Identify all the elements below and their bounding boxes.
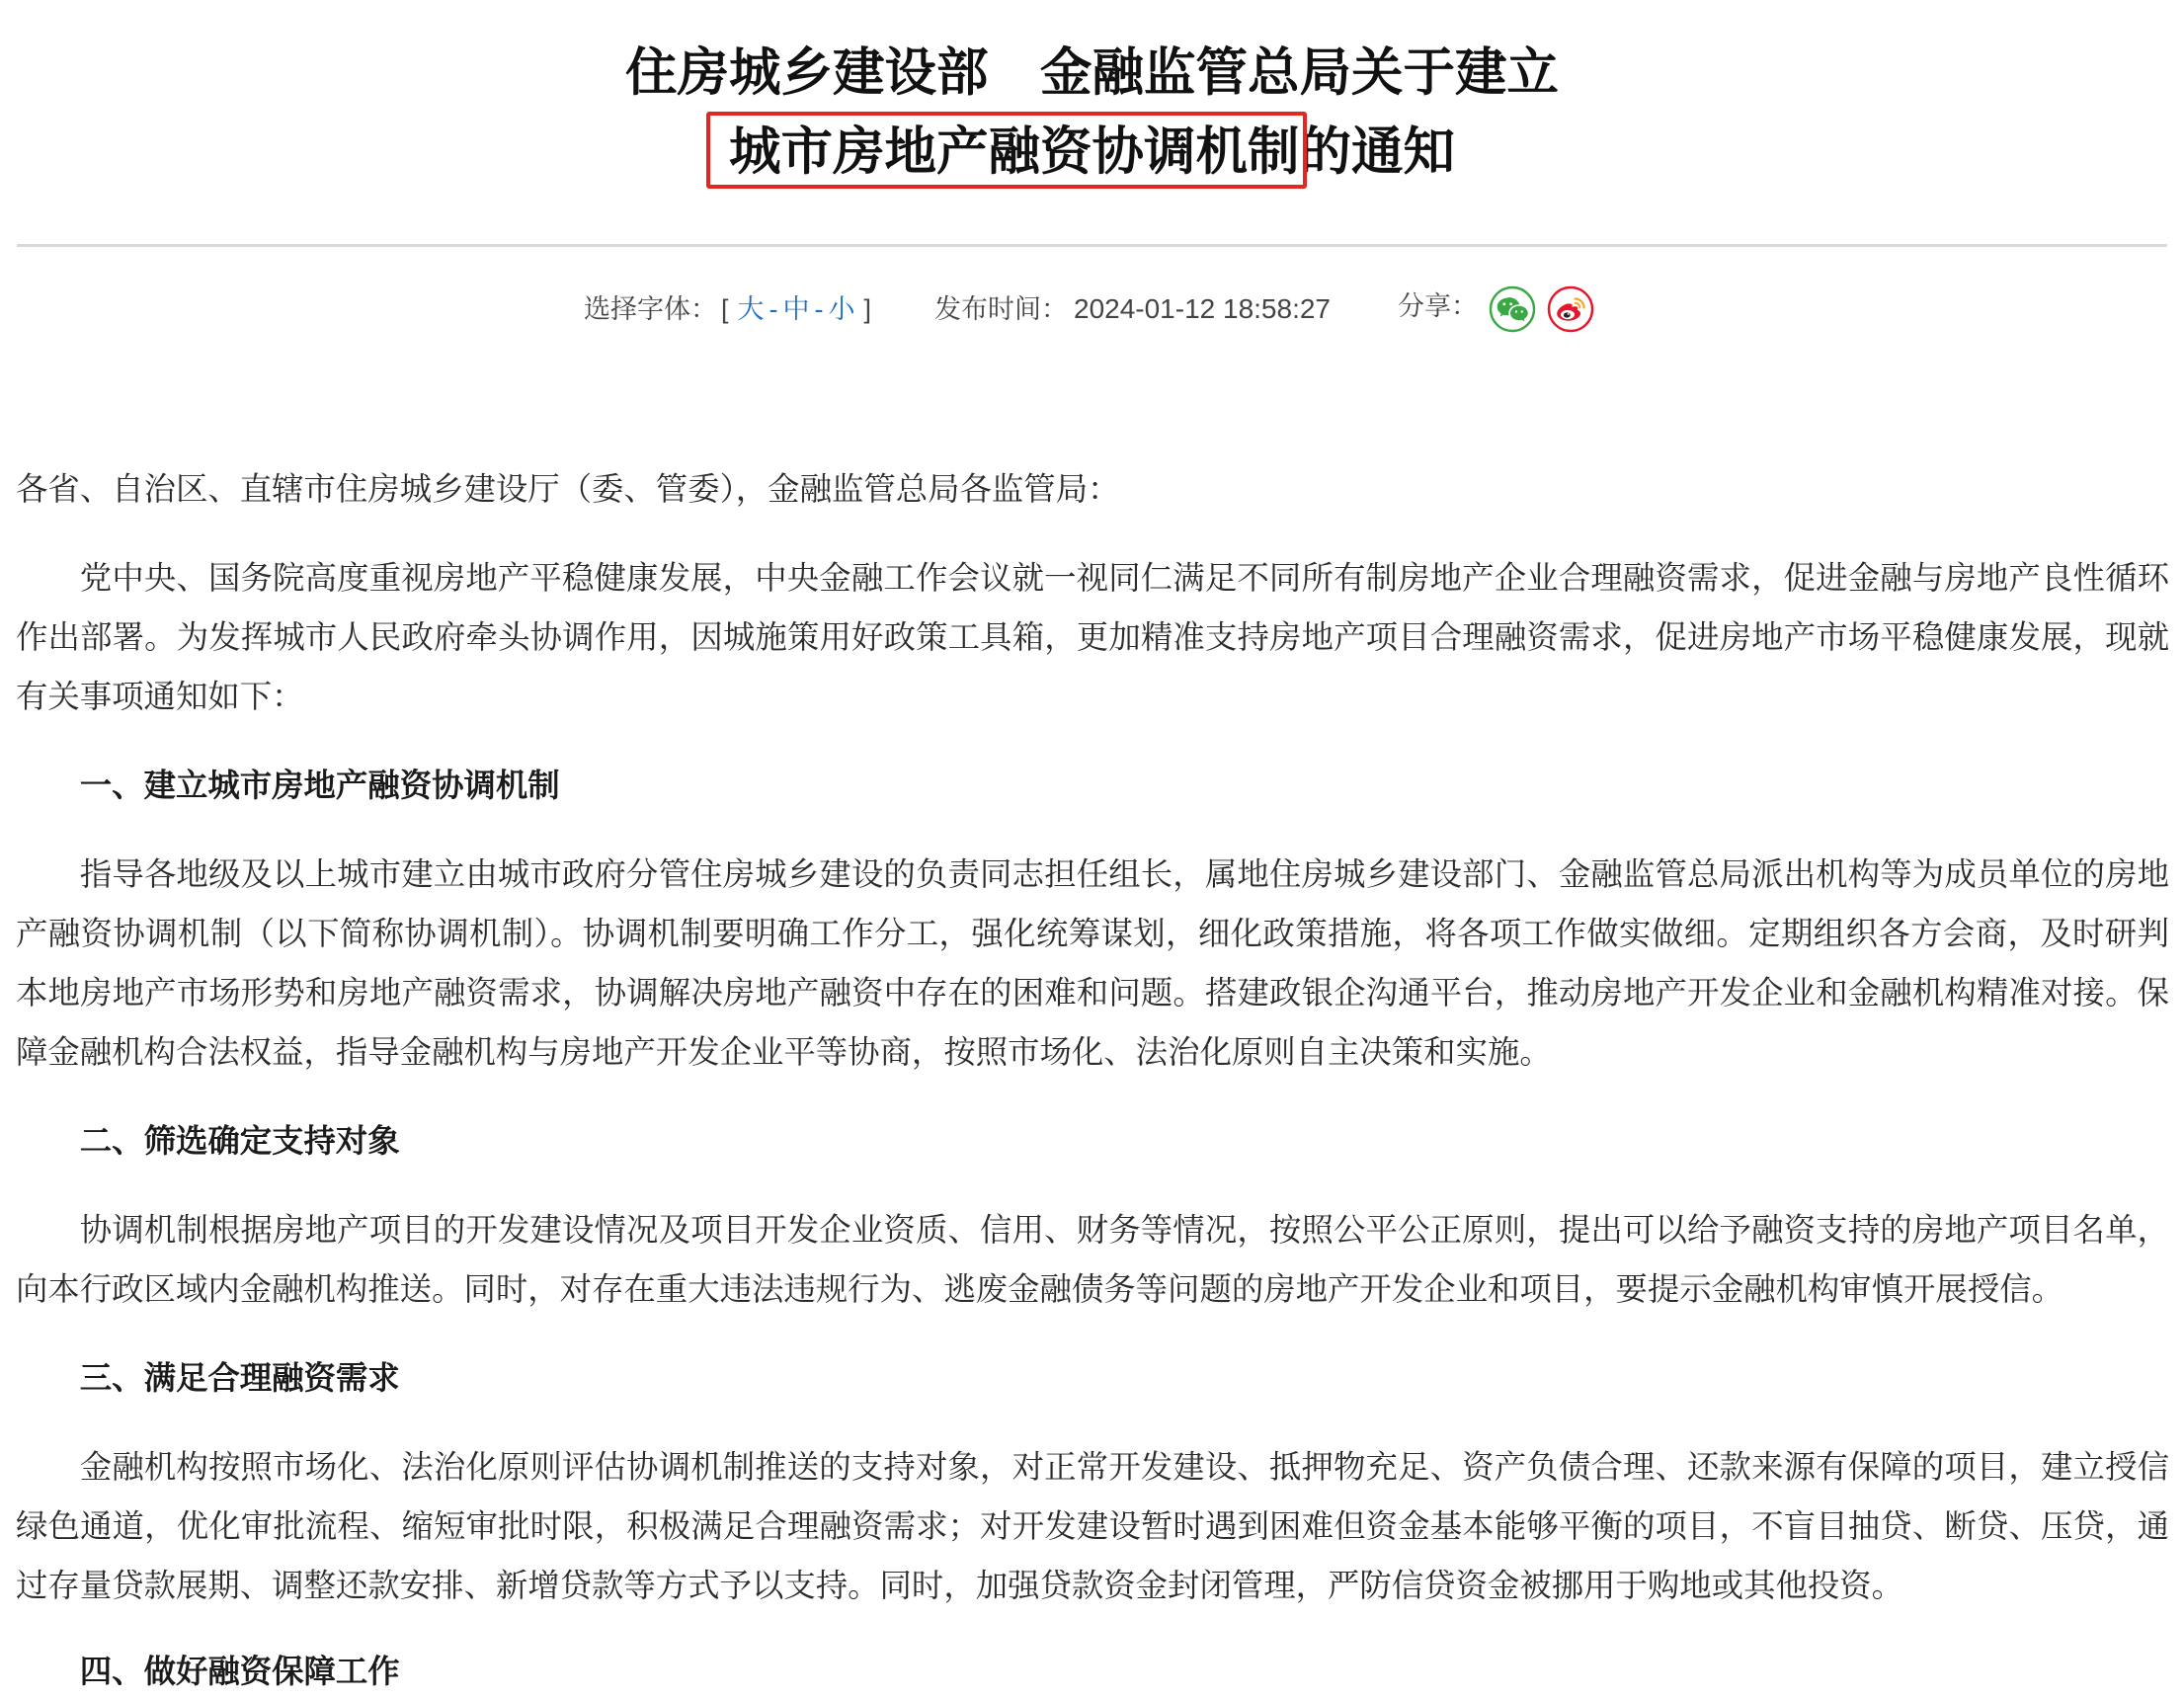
- share-label-group: [1398, 286, 1478, 326]
- section-heading-2: 二、筛选确定支持对象: [79, 1123, 400, 1159]
- highlighted-phrase: [729, 113, 1300, 192]
- section-text-3: 金融机构按照市场化、法治化原则评估协调机制推送的支持对象，对正常开发建设、抵押物充足、资产负债合理、还款来源有保障的项目，建立授信绿色通道，优化审批流程、缩短审批时限，积极满足合理融资需求；对开发建设暂时遇到困难但资金基本能够平衡的项目，不盲目抽贷、断贷、压贷，通过存量贷款展期、调整还款安排、新增贷款等方式予以支持。同时，加强贷款资金封闭管理，严防信贷资金被挪用于购地或其他投资。: [16, 1449, 2169, 1603]
- publish-time: 2024-01-12 18:58:27: [1074, 293, 1331, 324]
- title-divider: [17, 244, 2167, 247]
- title-line-1: 住房城乡建设部 金融监管总局关于建立: [624, 43, 1559, 102]
- font-size-separator: -: [768, 294, 778, 324]
- section-text-2: 协调机制根据房地产项目的开发建设情况及项目开发企业资质、信用、财务等情况，按照公平公正原则，提出可以给予融资支持的房地产项目名单，向本行政区域内金融机构推送。同时，对存在重大违法违规行为、逃废金融债务等问题的房地产开发企业和项目，要提示金融机构审慎开展授信。: [16, 1212, 2169, 1307]
- bracket-open: [: [721, 294, 729, 324]
- publish-label: 发布时间：: [934, 294, 1068, 324]
- font-size-separator: -: [814, 294, 824, 324]
- wechat-icon[interactable]: [1489, 285, 1536, 333]
- bracket-close: ]: [863, 294, 872, 324]
- section-heading-4: 四、做好融资保障工作: [79, 1654, 400, 1689]
- font-size-small-link[interactable]: 小: [828, 294, 855, 324]
- weibo-icon[interactable]: [1547, 285, 1594, 333]
- salutation: 各省、自治区、直辖市住房城乡建设厅（委、管委），金融监管总局各监管局：: [16, 471, 1120, 507]
- title-line-2-rest: 的通知: [1299, 122, 1456, 181]
- section-heading-3: 三、满足合理融资需求: [79, 1360, 400, 1396]
- highlighted-phrase-text: 城市房地产融资协调机制: [728, 122, 1300, 181]
- font-size-label: 选择字体：: [584, 294, 717, 324]
- font-size-medium-link[interactable]: 中: [782, 294, 810, 324]
- title-line-2: [0, 113, 2184, 192]
- publish-info: [934, 289, 1331, 329]
- font-size-large-link[interactable]: 大: [737, 294, 765, 324]
- intro-paragraph: 党中央、国务院高度重视房地产平稳健康发展，中央金融工作会议就一视同仁满足不同所有制房地产企业合理融资需求，促进金融与房地产良性循环作出部署。为发挥城市人民政府牵头协调作用，因城施策用好政策工具箱，更加精准支持房地产项目合理融资需求，促进房地产市场平稳健康发展，现就有关事项通知如下：: [16, 560, 2169, 714]
- section-heading-1: 一、建立城市房地产融资协调机制: [79, 768, 560, 803]
- font-size-selector: [584, 289, 875, 329]
- section-text-1: 指导各地级及以上城市建立由城市政府分管住房城乡建设的负责同志担任组长，属地住房城乡建设部门、金融监管总局派出机构等为成员单位的房地产融资协调机制（以下简称协调机制）。协调机制要明确工作分工，强化统筹谋划，细化政策措施，将各项工作做实做细。定期组织各方会商，及时研判本地房地产市场形势和房地产融资需求，协调解决房地产融资中存在的困难和问题。搭建政银企沟通平台，推动房地产开发企业和金融机构精准对接。保障金融机构合法权益，指导金融机构与房地产开发企业平等协商，按照市场化、法治化原则自主决策和实施。: [16, 856, 2169, 1070]
- article-body: [16, 459, 2169, 1699]
- article-title: [0, 34, 2184, 192]
- share-label: 分享：: [1398, 291, 1478, 321]
